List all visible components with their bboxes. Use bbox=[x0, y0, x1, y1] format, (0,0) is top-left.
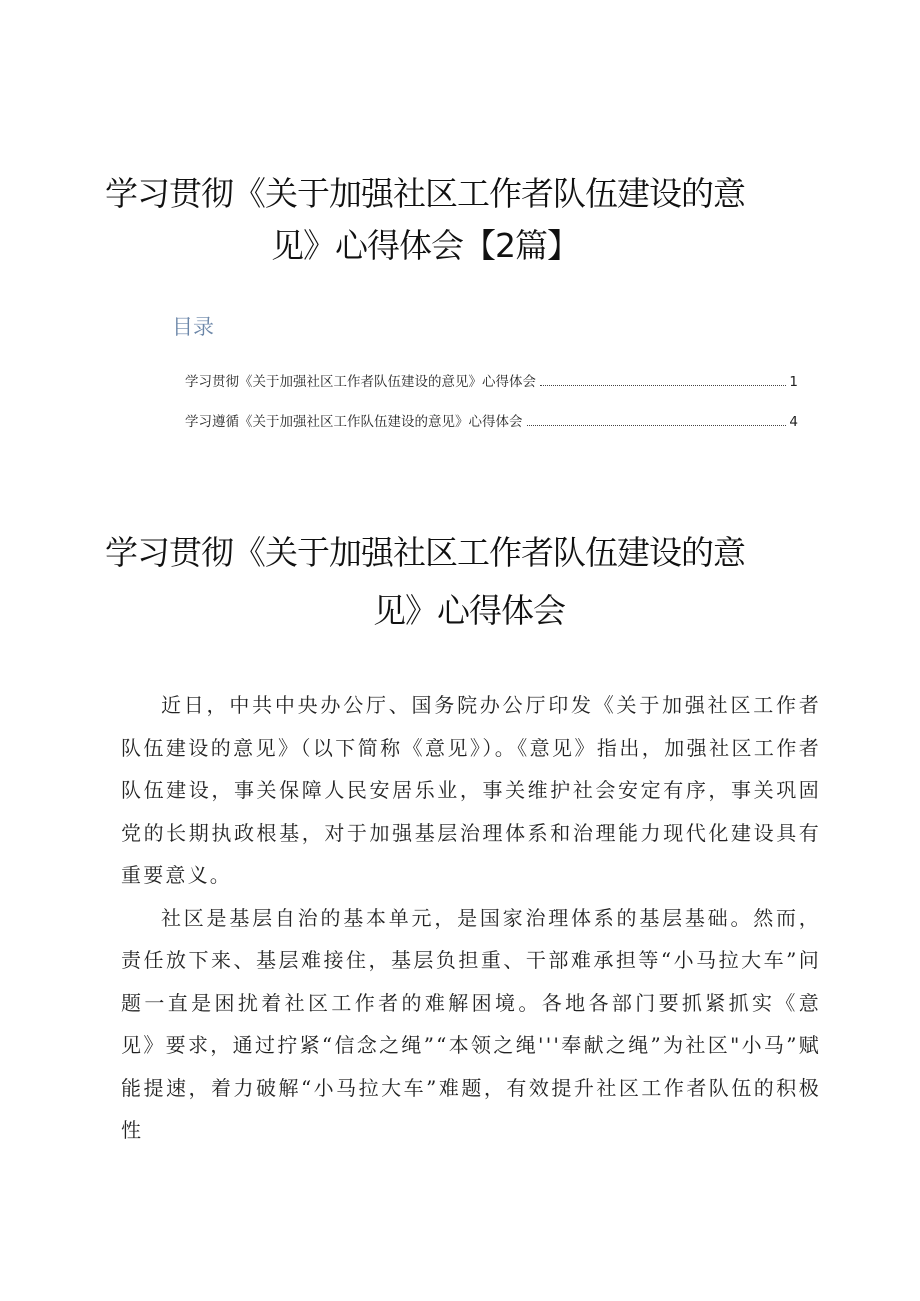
article-body bbox=[121, 684, 821, 1152]
toc-entry-text: 学习贯彻《关于加强社区工作者队伍建设的意见》心得体会 bbox=[185, 374, 536, 390]
toc-entry[interactable] bbox=[185, 373, 798, 391]
article-title-line-1: 学习贯彻《关于加强社区工作者队伍建设的意 bbox=[105, 533, 745, 572]
toc-entry-page: 4 bbox=[789, 414, 798, 430]
paragraph: 近日，中共中央办公厅、国务院办公厅印发《关于加强社区工作者队伍建设的意见》（以下简称《意见》）。《意见》指出，加强社区工作者队伍建设，事关保障人民安居乐业，事关维护社会安定有序，事关巩固党的长期执政根基，对于加强基层治理体系和治理能力现代化建设具有重要意义。 bbox=[121, 693, 821, 887]
document-title-line-2: 见》心得体会【2篇】 bbox=[271, 226, 579, 265]
toc-leader-dots bbox=[527, 424, 787, 426]
toc-heading: 目录 bbox=[172, 315, 214, 339]
toc-entry-page: 1 bbox=[789, 374, 798, 390]
paragraph: 社区是基层自治的基本单元，是国家治理体系的基层基础。然而，责任放下来、基层难接住，基层负担重、干部难承担等“小马拉大车”问题一直是困扰着社区工作者的难解困境。各地各部门要抓紧抓实《意见》要求，通过拧紧“信念之绳”“本领之绳'''奉献之绳”为社区"小马”赋能提速，着力破解“小马拉大车”难题，有效提升社区工作者队伍的积极性 bbox=[121, 905, 821, 1142]
article-title-line-2: 见》心得体会 bbox=[373, 591, 565, 630]
toc-entry-text: 学习遵循《关于加强社区工作队伍建设的意见》心得体会 bbox=[185, 414, 523, 430]
article-title bbox=[0, 524, 920, 640]
document-title-line-1: 学习贯彻《关于加强社区工作者队伍建设的意 bbox=[105, 174, 745, 213]
toc-leader-dots bbox=[540, 384, 786, 386]
document-title bbox=[0, 168, 920, 272]
toc-entry[interactable] bbox=[185, 413, 798, 431]
